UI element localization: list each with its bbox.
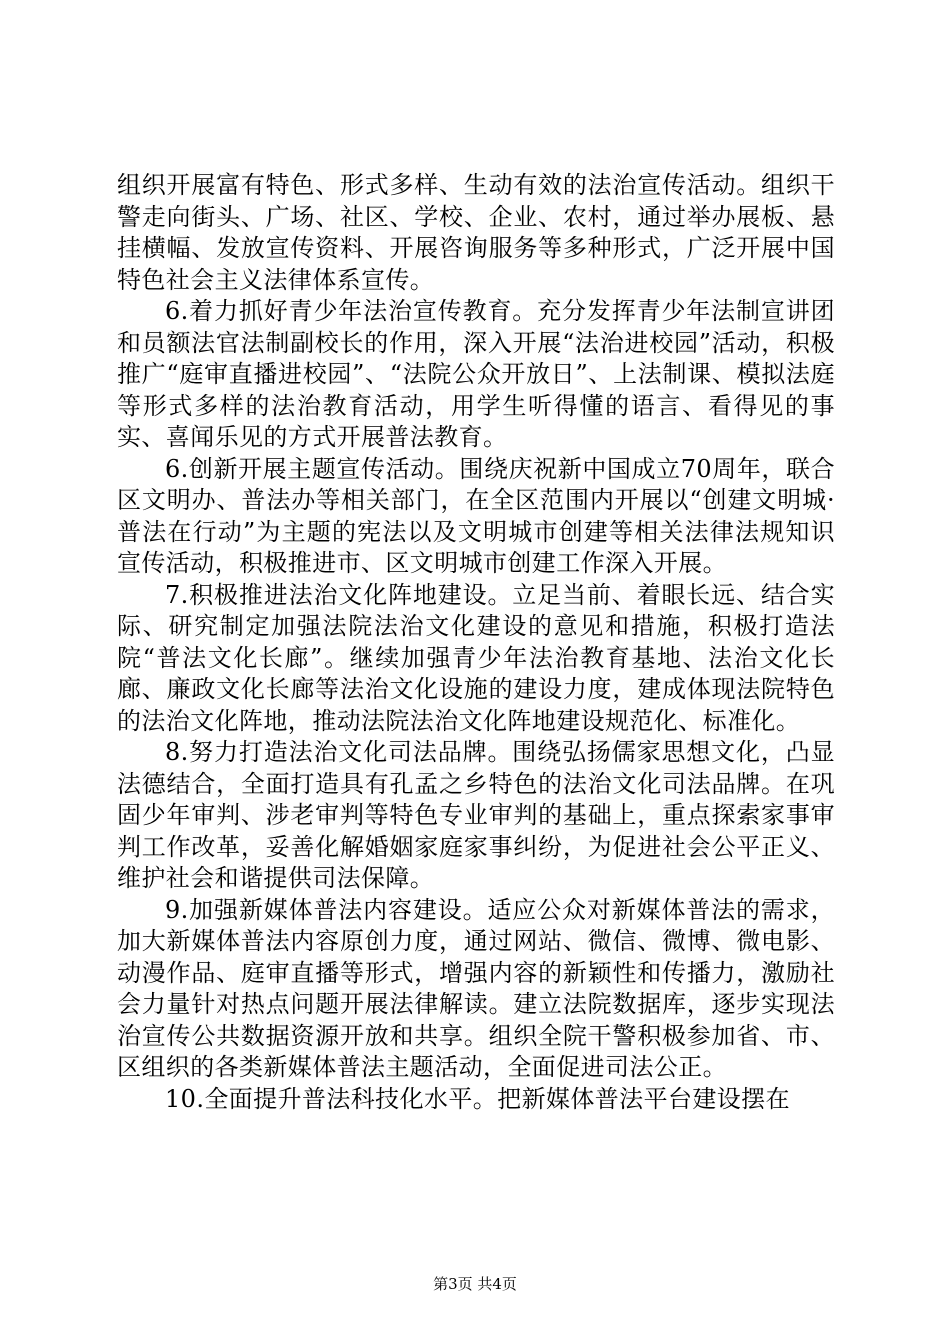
paragraph-item-7-culture-base: 7.积极推进法治文化阵地建设。立足当前、着眼长远、结合实际、研究制定加强法院法治文化建设的意见和措施，积极打造法院“普法文化长廊”。继续加强青少年法治教育基地、法治文化长廊、廉政文化长廊等法治文化设施的建设力度，建成体现法院特色的法治文化阵地，推动法院法治文化阵地建设规范化、标准化。 <box>117 580 835 735</box>
paragraph-item-6-youth-education: 6.着力抓好青少年法治宣传教育。充分发挥青少年法制宣讲团和员额法官法制副校长的作用，深入开展“法治进校园”活动，积极推广“庭审直播进校园”、“法院公众开放日”、上法制课、模拟法庭等形式多样的法治教育活动，用学生听得懂的语言、看得见的事实、喜闻乐见的方式开展普法教育。 <box>117 297 835 451</box>
paragraph-continued: 组织开展富有特色、形式多样、生动有效的法治宣传活动。组织干警走向街头、广场、社区、学校、企业、农村，通过举办展板、悬挂横幅、发放宣传资料、开展咨询服务等多种形式，广泛开展中国特色社会主义法律体系宣传。 <box>117 171 835 294</box>
paragraph-item-10-technology: 10.全面提升普法科技化水平。把新媒体普法平台建设摆在 <box>165 1084 790 1113</box>
paragraph-item-8-judicial-brand: 8.努力打造法治文化司法品牌。围绕弘扬儒家思想文化，凸显法德结合，全面打造具有孔孟之乡特色的法治文化司法品牌。在巩固少年审判、涉老审判等特色专业审判的基础上，重点探索家事审判工作改革，妥善化解婚姻家庭家事纠纷，为促进社会公平正义、维护社会和谐提供司法保障。 <box>117 738 835 892</box>
paragraph-item-6-theme-campaign: 6.创新开展主题宣传活动。围绕庆祝新中国成立70周年，联合区文明办、普法办等相关部门，在全区范围内开展以“创建文明城·普法在行动”为主题的宪法以及文明城市创建等相关法律法规知识宣传活动，积极推进市、区文明城市创建工作深入开展。 <box>117 454 835 577</box>
document-body <box>117 170 835 1115</box>
page-number-footer: 第3页 共4页 <box>433 1275 517 1293</box>
paragraph-item-9-new-media: 9.加强新媒体普法内容建设。适应公众对新媒体普法的需求，加大新媒体普法内容原创力度，通过网站、微信、微博、微电影、动漫作品、庭审直播等形式，增强内容的新颖性和传播力，激励社会力量针对热点问题开展法律解读。建立法院数据库，逐步实现法治宣传公共数据资源开放和共享。组织全院干警积极参加省、市、区组织的各类新媒体普法主题活动，全面促进司法公正。 <box>117 895 835 1081</box>
